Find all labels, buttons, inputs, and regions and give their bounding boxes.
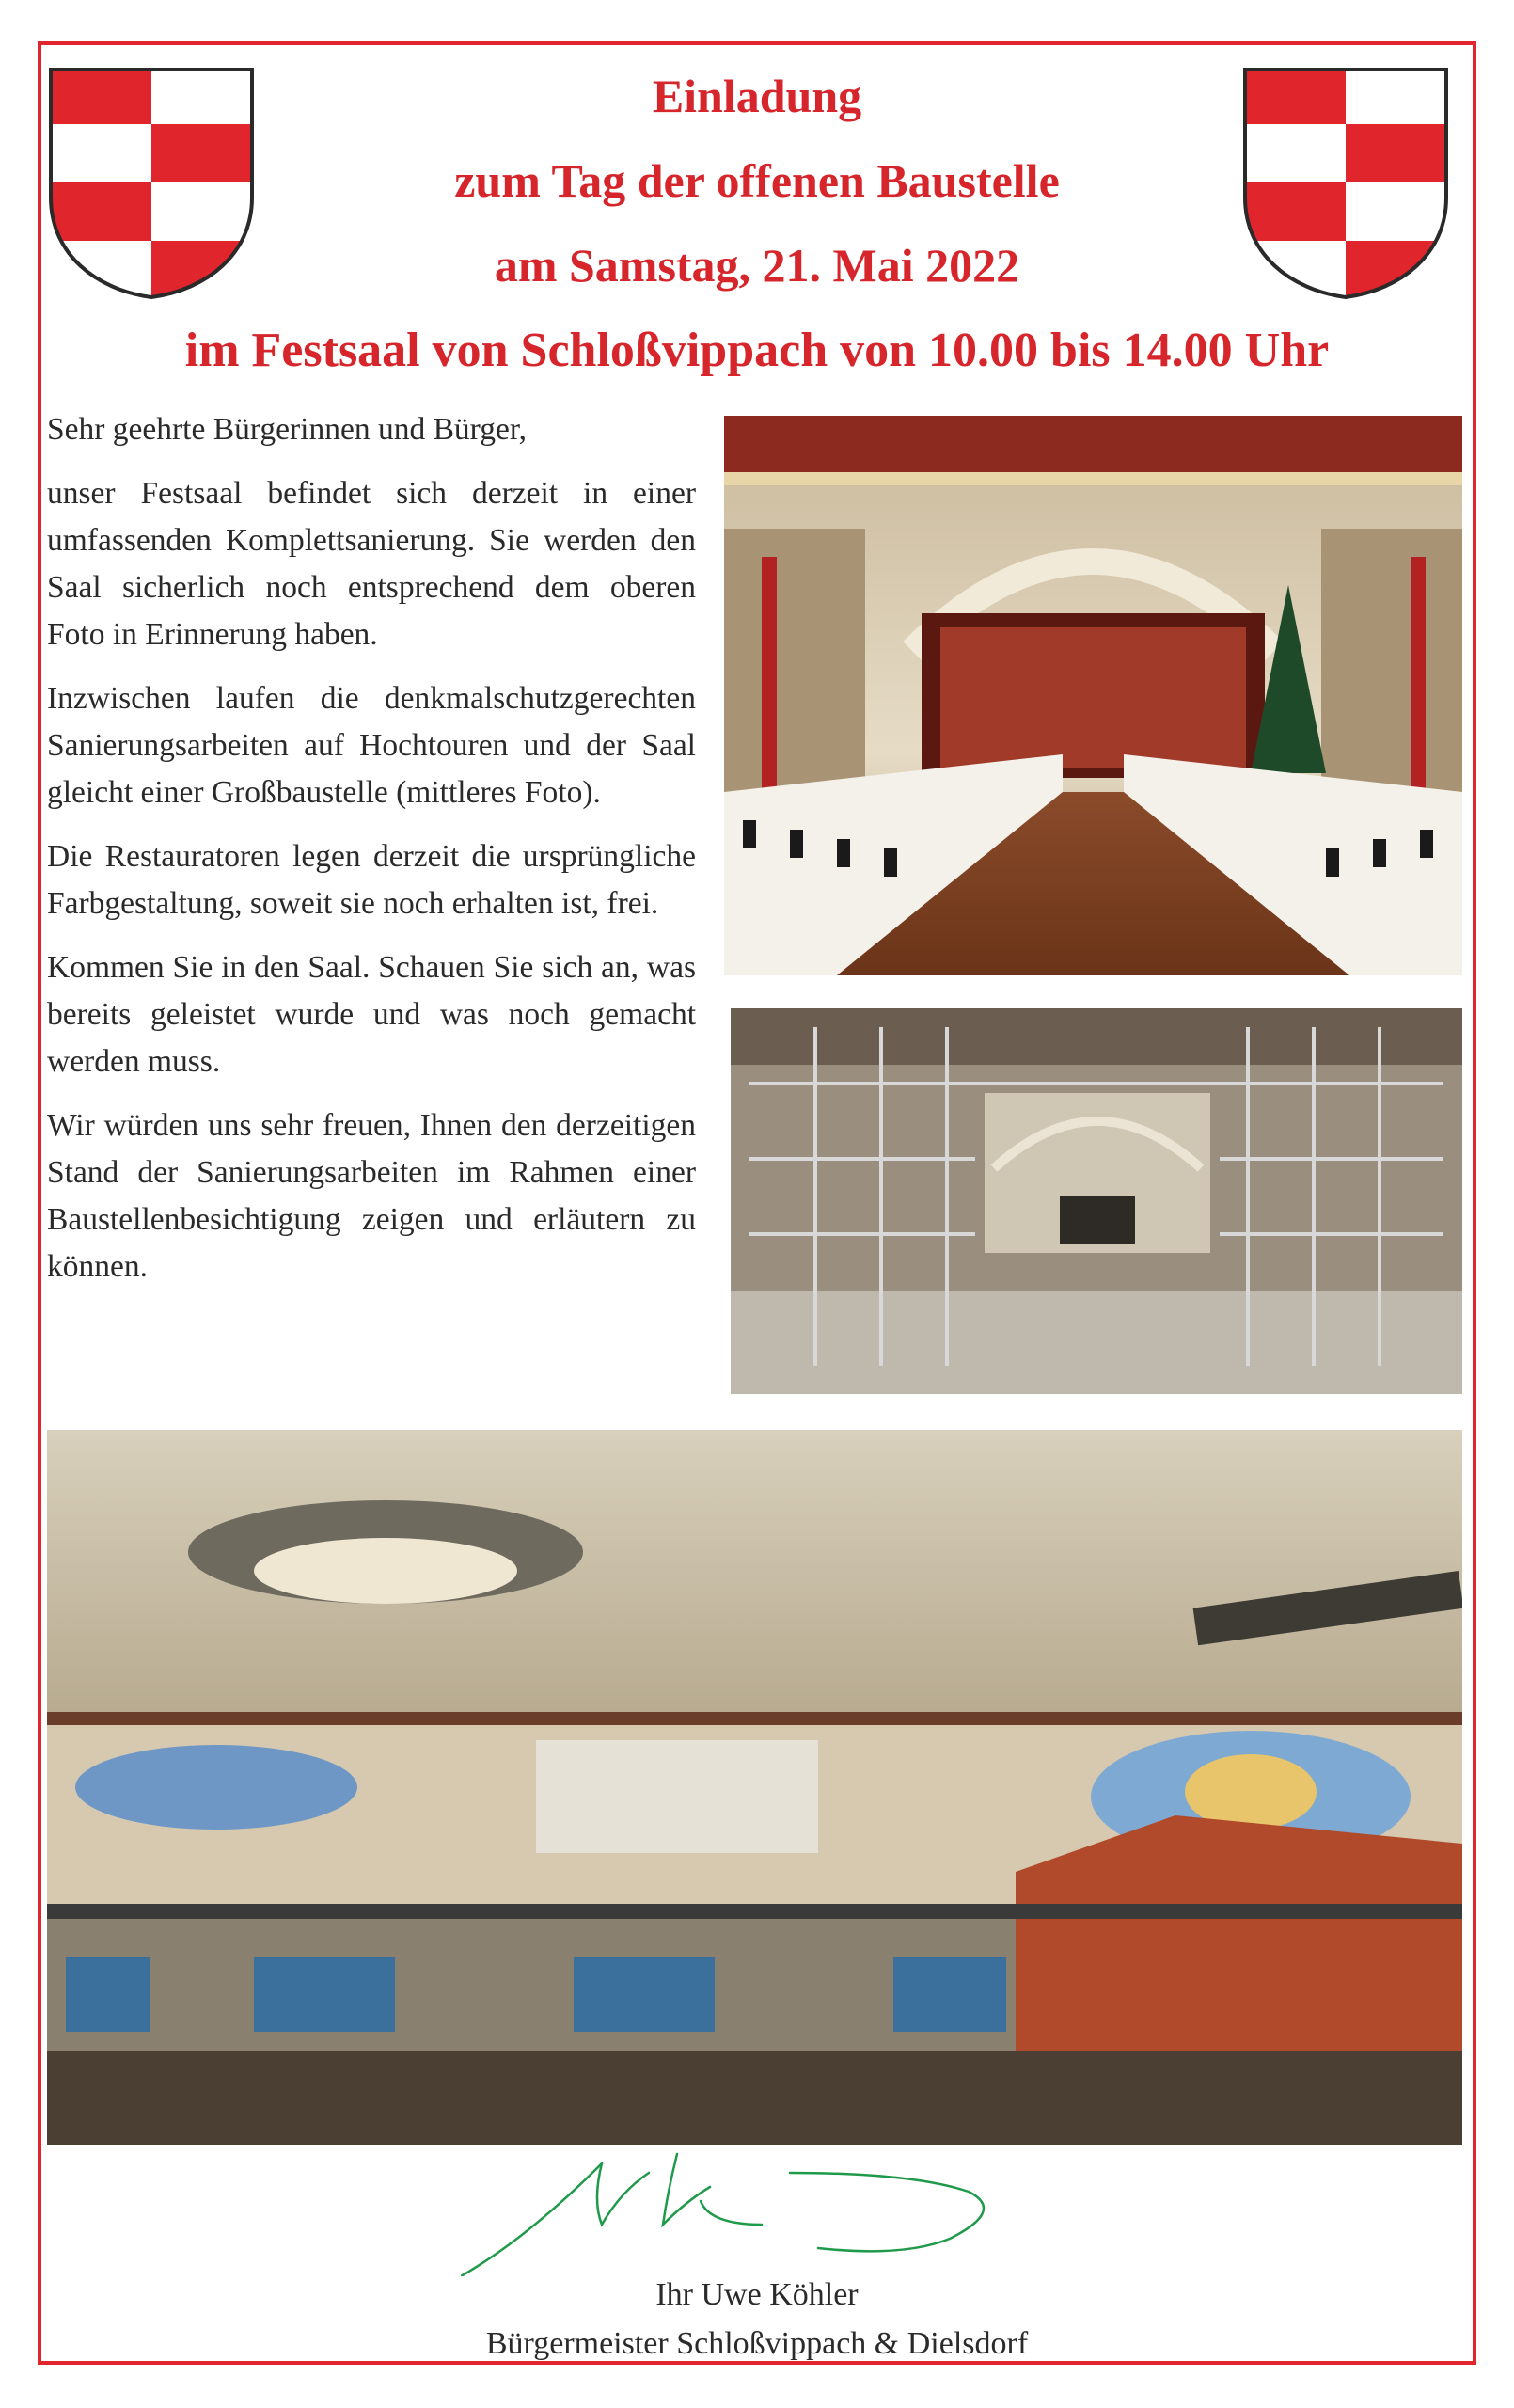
letter-body [47,406,696,1307]
coat-of-arms-right-icon [1241,66,1450,301]
coat-of-arms-left-icon [47,66,256,301]
festsaal-scaffolding-photo [731,1008,1462,1394]
title-date: am Samstag, 21. Mai 2022 [494,239,1020,292]
title-invitation: Einladung [652,70,862,122]
paragraph-2: Inzwischen laufen die denkmalschutzgerechten Sanierungsarbeiten auf Hochtouren und der Saal gleicht einer Großbaustelle (mittleres Foto). [47,681,696,810]
ceiling-restoration-photo [47,1430,1462,2145]
handwritten-signature [461,2135,1100,2276]
paragraph-3: Die Restauratoren legen derzeit die ursprüngliche Farbgestaltung, soweit sie noch erhalten ist, frei. [47,839,696,921]
festsaal-before-photo [724,416,1462,975]
title-location-time: im Festsaal von Schloßvippach von 10.00 bis 14.00 Uhr [184,324,1330,377]
signoff-role: Bürgermeister Schloßvippach & Dielsdorf [485,2326,1029,2361]
signoff-name: Ihr Uwe Köhler [655,2277,859,2312]
paragraph-5: Wir würden uns sehr freuen, Ihnen den derzeitigen Stand der Sanierungsarbeiten im Rahmen einer Baustellenbesichtigung zeigen und erläutern zu können. [47,1108,696,1284]
paragraph-1: unser Festsaal befindet sich derzeit in einer umfassenden Komplettsanierung. Sie werden den Saal sicherlich noch entsprechend dem oberen Foto in Erinnerung haben. [47,476,696,652]
title-event: zum Tag der offenen Baustelle [454,154,1060,207]
salutation: Sehr geehrte Bürgerinnen und Bürger, [47,412,528,447]
paragraph-4: Kommen Sie in den Saal. Schauen Sie sich an, was bereits geleistet wurde und was noch gemacht werden muss. [47,950,696,1079]
